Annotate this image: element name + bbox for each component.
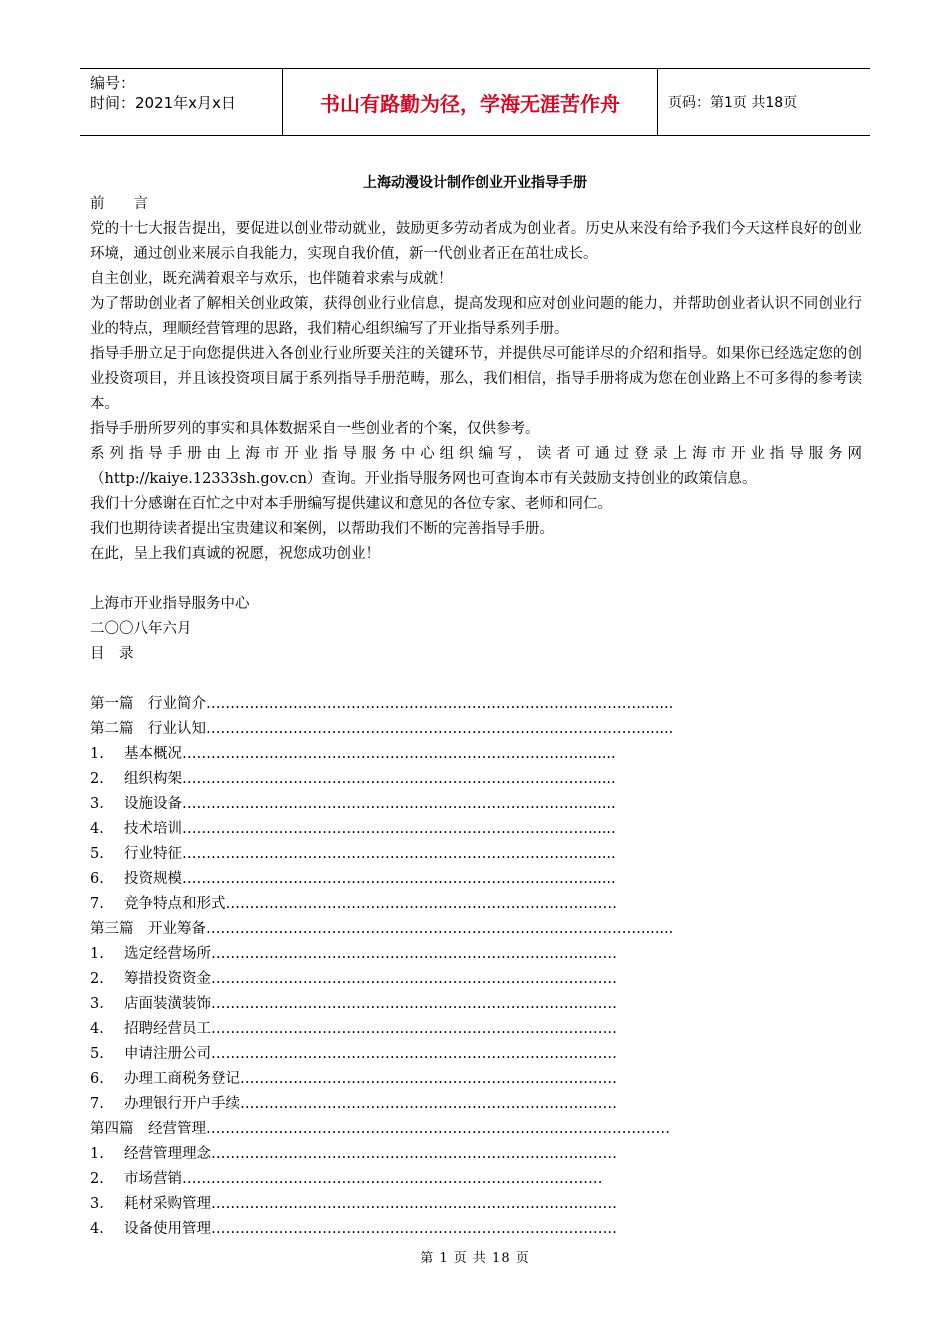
spacer <box>90 667 862 692</box>
toc-entry-number: 3. <box>90 1196 104 1212</box>
paragraph: 党的十七大报告提出，要促进以创业带动就业，鼓励更多劳动者成为创业者。历史从来没有给予我们今天这样良好的创业环境，通过创业来展示自我能力，实现自我价值，新一代创业者正在茁壮成长。 <box>90 221 862 262</box>
toc-entry-leader: ………………………………………………………………………………....... <box>206 721 674 737</box>
toc-entry-label: 基本概况 <box>124 746 182 762</box>
toc-entry-number: 1. <box>90 1146 104 1162</box>
time-label: 时间：2021年x月x日 <box>90 94 236 112</box>
spacer <box>90 567 862 592</box>
toc-entry-label: 技术培训 <box>124 821 182 837</box>
toc-heading: 目 录 <box>90 646 134 662</box>
paragraph: 在此，呈上我们真诚的祝愿，祝您成功创业！ <box>90 546 380 562</box>
toc-entry-number: 1. <box>90 746 104 762</box>
toc-entry[interactable] <box>90 792 862 817</box>
toc-entry-leader: …………………………………………………………………………...... <box>182 746 616 762</box>
toc-entry[interactable] <box>90 842 862 867</box>
document-title: 上海动漫设计制作创业开业指导手册 <box>363 175 587 191</box>
serial-label: 编号： <box>90 74 136 92</box>
preface-heading: 前 言 <box>90 196 148 212</box>
toc-entry-leader: …………………………………………………………………………...... <box>182 796 616 812</box>
toc-entry[interactable] <box>90 967 862 992</box>
toc-entry[interactable] <box>90 1217 862 1242</box>
toc-entry-label: 经营管理理念 <box>124 1146 211 1162</box>
toc-entry-leader: ………………………………………………………………………… <box>211 1196 617 1212</box>
header-table <box>80 68 870 136</box>
toc-entry-leader: …………………………………………………………………………… <box>182 1171 603 1187</box>
toc-entry-label: 投资规模 <box>124 871 182 887</box>
toc-entry-label: 办理工商税务登记 <box>124 1071 240 1087</box>
toc-entry-number: 5. <box>90 1046 104 1062</box>
toc-entry[interactable] <box>90 1092 862 1117</box>
paragraph: 我们也期待读者提出宝贵建议和案例，以帮助我们不断的完善指导手册。 <box>90 521 554 537</box>
signature-org: 上海市开业指导服务中心 <box>90 596 250 612</box>
toc-entry-number: 6. <box>90 1071 104 1087</box>
toc-entry-number: 3. <box>90 796 104 812</box>
toc-entry-leader: ……………………………………………………………………… <box>225 896 617 912</box>
toc-entry-number: 4. <box>90 1221 104 1237</box>
toc-entry[interactable] <box>90 1167 862 1192</box>
toc-entry[interactable] <box>90 917 862 942</box>
toc-entry-label: 行业特征 <box>124 846 182 862</box>
toc-entry-leader: ………………………………………………………………………… <box>211 1146 617 1162</box>
toc-entry-number: 第一篇 <box>90 696 134 712</box>
toc-entry-number: 4. <box>90 821 104 837</box>
toc-entry[interactable] <box>90 992 862 1017</box>
toc-entry-number: 第四篇 <box>90 1121 134 1137</box>
toc-entry-leader: ………………………………………………………………………… <box>211 996 617 1012</box>
toc-entry-number: 1. <box>90 946 104 962</box>
paragraph: 指导手册立足于向您提供进入各创业行业所要关注的关键环节，并提供尽可能详尽的介绍和指导。如果你已经选定您的创业投资项目，并且该投资项目属于系列指导手册范畴，那么，我们相信，指导手册将成为您在创业路上不可多得的参考读本。 <box>90 346 862 412</box>
header-left-cell <box>80 69 282 135</box>
header-motto: 书山有路勤为径，学海无涯苦作舟 <box>282 69 658 135</box>
toc-entry[interactable] <box>90 1117 862 1142</box>
toc-entry-label: 招聘经营员工 <box>124 1021 211 1037</box>
toc-entry-label: 选定经营场所 <box>124 946 211 962</box>
document-body <box>90 192 862 1242</box>
toc-entry[interactable] <box>90 892 862 917</box>
toc-entry-label: 竞争特点和形式 <box>124 896 226 912</box>
toc-entry-leader: ………………………………………………………………………………....... <box>206 696 674 712</box>
toc-entry-leader: …………………………………………………………………………...... <box>182 871 616 887</box>
toc-entry[interactable] <box>90 1042 862 1067</box>
toc-entry[interactable] <box>90 692 862 717</box>
toc-entry-leader: ………………………………………………………………………… <box>211 946 617 962</box>
toc-entry-label: 行业简介 <box>133 696 206 712</box>
toc-entry-leader: ………………………………………………………………………… <box>211 971 617 987</box>
toc-entry-leader: …………………………………………………………………………...... <box>182 771 616 787</box>
toc-entry[interactable] <box>90 817 862 842</box>
toc-entry-leader: …………………………………………………………………………...... <box>182 846 616 862</box>
toc-entry-leader: …………………………………………………………………………...... <box>182 821 616 837</box>
toc-entry-label: 办理银行开户手续 <box>124 1096 240 1112</box>
toc-entry[interactable] <box>90 867 862 892</box>
toc-entry-number: 5. <box>90 846 104 862</box>
toc-entry-number: 4. <box>90 1021 104 1037</box>
toc-entry-leader: ………………………………………………………………………… <box>211 1021 617 1037</box>
toc-entry-leader: ………………………………………………………………………… <box>211 1221 617 1237</box>
toc-entry-number: 第二篇 <box>90 721 134 737</box>
paragraph: 系列指导手册由上海市开业指导服务中心组织编写，读者可通过登录上海市开业指导服务网（http://kaiye.12333sh.gov.cn）查询。开业指导服务网也可查询本市有关鼓励支持创业的政策信息。 <box>90 446 862 487</box>
paragraph: 指导手册所罗列的事实和具体数据采自一些创业者的个案，仅供参考。 <box>90 421 540 437</box>
header-page-info: 页码：第1页 共18页 <box>668 95 798 111</box>
signature-date: 二〇〇八年六月 <box>90 621 192 637</box>
toc-entry[interactable] <box>90 942 862 967</box>
toc-entry-label: 组织构架 <box>124 771 182 787</box>
toc-entry-number: 6. <box>90 871 104 887</box>
toc-entry-label: 设施设备 <box>124 796 182 812</box>
toc-entry[interactable] <box>90 717 862 742</box>
toc-entry-leader: …………………………………………………………………… <box>240 1096 617 1112</box>
toc-entry[interactable] <box>90 1142 862 1167</box>
toc-entry-number: 2. <box>90 1171 104 1187</box>
toc-entry-number: 7. <box>90 1096 104 1112</box>
toc-entry-number: 3. <box>90 996 104 1012</box>
toc-entry[interactable] <box>90 767 862 792</box>
toc-entry-number: 第三篇 <box>90 921 134 937</box>
toc-entry-label: 耗材采购管理 <box>124 1196 211 1212</box>
toc-entry-label: 经营管理 <box>133 1121 206 1137</box>
toc-entry-label: 店面装潢装饰 <box>124 996 211 1012</box>
paragraph: 自主创业，既充满着艰辛与欢乐，也伴随着求索与成就！ <box>90 271 453 287</box>
toc-entry-label: 开业筹备 <box>133 921 206 937</box>
toc-entry[interactable] <box>90 1192 862 1217</box>
toc-entry[interactable] <box>90 1067 862 1092</box>
toc-entry-label: 市场营销 <box>124 1171 182 1187</box>
toc-entry-number: 7. <box>90 896 104 912</box>
paragraph: 我们十分感谢在百忙之中对本手册编写提供建议和意见的各位专家、老师和同仁。 <box>90 496 612 512</box>
toc-entry[interactable] <box>90 742 862 767</box>
toc-entry-number: 2. <box>90 971 104 987</box>
toc-entry-label: 申请注册公司 <box>124 1046 211 1062</box>
toc-entry-number: 2. <box>90 771 104 787</box>
toc-entry-leader: …………………………………………………………………… <box>240 1071 617 1087</box>
page-footer: 第 1 页 共 18 页 <box>420 1251 530 1266</box>
toc-entry-leader: ………………………………………………………………………… <box>211 1046 617 1062</box>
toc-entry-label: 行业认知 <box>133 721 206 737</box>
toc-entry-leader: …………………………………………………………………………………… <box>206 1121 670 1137</box>
toc-entry-label: 设备使用管理 <box>124 1221 211 1237</box>
toc-entry-leader: ………………………………………………………………………………....... <box>206 921 674 937</box>
table-of-contents <box>90 692 862 1242</box>
toc-entry-label: 筹措投资资金 <box>124 971 211 987</box>
toc-entry[interactable] <box>90 1017 862 1042</box>
paragraph: 为了帮助创业者了解相关创业政策，获得创业行业信息，提高发现和应对创业问题的能力，并帮助创业者认识不同创业行业的特点，理顺经营管理的思路，我们精心组织编写了开业指导系列手册。 <box>90 296 862 337</box>
